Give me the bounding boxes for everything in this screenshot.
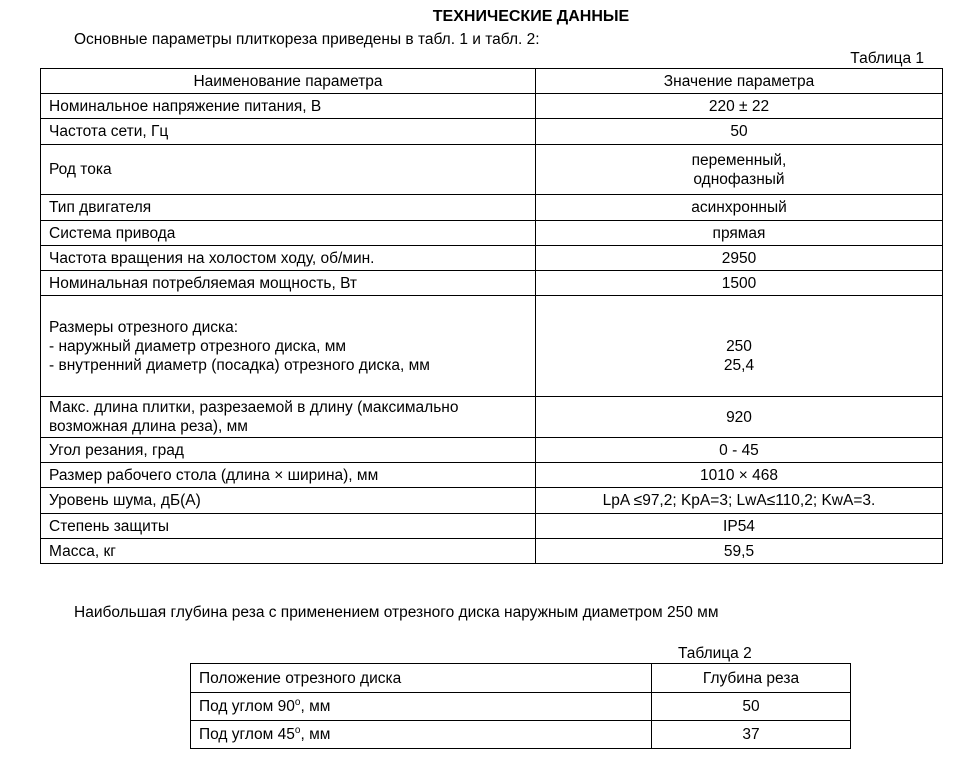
param-value: 2950 [536,246,943,271]
table-row [41,539,943,564]
param-value: 1500 [536,271,943,296]
param-name: Размер рабочего стола (длина × ширина), мм [41,463,536,488]
degree-sign: o [294,725,301,736]
param-value: 50 [536,119,943,145]
param-name: Масса, кг [41,539,536,564]
param-name: Род тока [41,145,536,195]
table-row [41,145,943,195]
value-line: 250 [726,337,752,355]
param-name: Частота вращения на холостом ходу, об/мин. [41,246,536,271]
table-row [41,296,943,397]
table-row [191,693,851,721]
param-name: Частота сети, Гц [41,119,536,145]
table-row [191,721,851,749]
disc-position [191,693,652,721]
name-line: Размеры отрезного диска: [49,318,239,336]
table-row [41,488,943,514]
table-header-row [191,664,851,693]
page-title: ТЕХНИЧЕСКИЕ ДАННЫЕ [432,8,630,25]
table1-caption: Таблица 1 [850,50,924,67]
spacer [544,318,934,337]
param-name: Номинальное напряжение питания, В [41,94,536,119]
param-value: LpA ≤97,2; KpA=3; LwA≤110,2; KwA=3. [536,488,943,514]
intro-text: Основные параметры плиткореза приведены в табл. 1 и табл. 2: [74,31,540,48]
table-row [41,514,943,539]
cut-depth-value: 50 [652,693,851,721]
name-line: возможная длина реза), мм [49,418,248,435]
param-value [536,296,943,397]
position-unit: , мм [300,726,331,743]
disc-position [191,721,652,749]
param-value: прямая [536,221,943,246]
table-row [41,94,943,119]
param-name: Степень защиты [41,514,536,539]
param-name: Угол резания, град [41,438,536,463]
header-cut-depth: Глубина реза [652,664,851,693]
name-line: - наружный диаметр отрезного диска, мм [49,337,347,355]
param-value: IP54 [536,514,943,539]
header-disc-position: Положение отрезного диска [191,664,652,693]
table-header-row [41,69,943,94]
degree-sign: o [294,697,301,708]
table-row [41,397,943,438]
parameters-table [40,68,943,564]
param-name: Тип двигателя [41,195,536,221]
cut-depth-value: 37 [652,721,851,749]
value-line: однофазный [693,170,785,188]
param-name: Уровень шума, дБ(А) [41,488,536,514]
value-line: 25,4 [723,356,755,374]
param-name [41,397,536,438]
cut-depth-table [190,663,851,749]
header-parameter-value: Значение параметра [536,69,943,94]
table-row [41,438,943,463]
table-row [41,195,943,221]
name-line: - внутренний диаметр (посадка) отрезного диска, мм [49,356,430,374]
table-row [41,119,943,145]
param-name: Номинальная потребляемая мощность, Вт [41,271,536,296]
table-row [41,271,943,296]
position-label: Под углом 90 [199,698,295,715]
param-value: 920 [536,397,943,438]
position-unit: , мм [300,698,331,715]
header-parameter-name: Наименование параметра [41,69,536,94]
param-value: 1010 × 468 [536,463,943,488]
position-label: Под углом 45 [199,726,295,743]
param-value: 59,5 [536,539,943,564]
table2-caption: Таблица 2 [678,645,752,662]
table-row [41,463,943,488]
name-line: Макс. длина плитки, разрезаемой в длину (максимально [49,399,459,416]
param-name [41,296,536,397]
value-line: переменный, [691,151,787,169]
table-row [41,221,943,246]
cut-depth-note: Наибольшая глубина реза с применением отрезного диска наружным диаметром 250 мм [74,604,719,621]
param-value: 0 - 45 [536,438,943,463]
table-row [41,246,943,271]
param-value [536,145,943,195]
param-value: асинхронный [536,195,943,221]
param-name: Система привода [41,221,536,246]
param-value: 220 ± 22 [536,94,943,119]
